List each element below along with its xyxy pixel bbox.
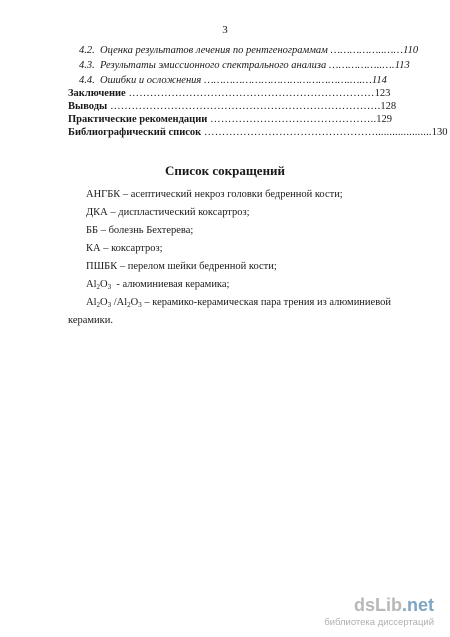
toc-entry-page: 113 bbox=[394, 60, 410, 71]
formula-subscript: 3 bbox=[107, 301, 112, 309]
toc-entry-title: Заключение bbox=[68, 88, 126, 99]
toc-leader-dots: ………………………………………….................... bbox=[201, 127, 432, 138]
formula-part: /Al bbox=[111, 297, 128, 308]
abbreviation-definition: – перелом шейки бедренной кости; bbox=[117, 261, 277, 272]
toc-entry-4-3[interactable] bbox=[79, 60, 410, 72]
watermark-brand-name: dsLib bbox=[353, 595, 402, 615]
abbreviation-item bbox=[86, 189, 343, 201]
page-number: 3 bbox=[222, 24, 228, 36]
toc-leader-dots: …………………………………………………………… bbox=[125, 88, 375, 99]
watermark-brand bbox=[354, 595, 434, 616]
formula-subscript: 2 bbox=[96, 283, 100, 291]
toc-entry-title: Оценка результатов лечения по рентгенограммам bbox=[100, 45, 328, 56]
abbreviation-item bbox=[86, 243, 163, 255]
formula-subscript: 3 bbox=[107, 283, 112, 291]
abbreviation-term bbox=[86, 279, 111, 290]
toc-entry-number: 4.4. bbox=[79, 75, 95, 86]
toc-entry-page: 130 bbox=[431, 127, 448, 138]
toc-entry-4-2[interactable] bbox=[79, 45, 418, 57]
toc-entry-number: 4.3. bbox=[79, 60, 95, 71]
abbreviations-heading: Список сокращений bbox=[164, 163, 286, 178]
abbreviation-term: ДКА bbox=[86, 207, 108, 218]
toc-entry-page: 114 bbox=[371, 75, 387, 86]
toc-entry-page: 110 bbox=[403, 45, 419, 56]
toc-entry-page: 128 bbox=[380, 101, 397, 112]
abbreviation-item bbox=[86, 261, 277, 273]
toc-leader-dots: ……………..…. bbox=[326, 60, 395, 71]
abbreviation-definition: – асептический некроз головки бедренной кости; bbox=[120, 189, 343, 200]
abbreviation-definition: – керамико-керамическая пара трения из алюминиевой bbox=[141, 297, 391, 308]
toc-entry-number: 4.2. bbox=[79, 45, 95, 56]
toc-entry-title: Библиографический список bbox=[68, 127, 202, 138]
formula-part: O bbox=[100, 297, 108, 308]
abbreviation-definition: - алюминиевая керамика; bbox=[111, 279, 230, 290]
watermark-brand-tld: .net bbox=[401, 595, 434, 615]
toc-entry-bibliography[interactable] bbox=[68, 127, 448, 139]
toc-leader-dots: …………………………………………………………………. bbox=[107, 101, 381, 112]
toc-entry-findings[interactable] bbox=[68, 101, 396, 113]
toc-leader-dots: ……………………………………….. bbox=[207, 114, 377, 125]
abbreviation-definition: – коксартроз; bbox=[100, 243, 163, 254]
abbreviation-definition: – диспластический коксартроз; bbox=[107, 207, 250, 218]
abbreviation-item bbox=[86, 297, 391, 309]
abbreviation-continuation: керамики. bbox=[68, 315, 114, 326]
toc-entry-page: 129 bbox=[376, 114, 393, 125]
abbreviation-item bbox=[86, 225, 193, 237]
abbreviation-term: ПШБК bbox=[86, 261, 118, 272]
toc-entry-4-4[interactable] bbox=[79, 75, 387, 87]
abbreviation-item bbox=[86, 279, 229, 291]
formula-subscript: 2 bbox=[127, 301, 131, 309]
toc-leader-dots: ……………………………………….….… bbox=[201, 75, 372, 86]
toc-entry-title: Выводы bbox=[68, 101, 108, 112]
toc-leader-dots: ……………..…… bbox=[327, 45, 404, 56]
toc-entry-title: Ошибки и осложнения bbox=[100, 75, 202, 86]
abbreviation-item bbox=[86, 207, 250, 219]
formula-part: Al bbox=[86, 279, 97, 290]
abbreviation-term: АНГБК bbox=[86, 189, 121, 200]
watermark-logo bbox=[326, 595, 436, 631]
formula-subscript: 3 bbox=[138, 301, 142, 309]
abbreviation-term: КА bbox=[86, 243, 101, 254]
watermark-tagline: библиотека диссертаций bbox=[324, 617, 434, 628]
formula-part: O bbox=[100, 279, 108, 290]
toc-entry-title: Результаты эмиссионного спектрального анализа bbox=[100, 60, 327, 71]
abbreviation-definition: – болезнь Бехтерева; bbox=[98, 225, 194, 236]
formula-subscript: 2 bbox=[96, 301, 100, 309]
toc-entry-recommendations[interactable] bbox=[68, 114, 392, 126]
formula-part: Al bbox=[86, 297, 97, 308]
formula-part: O bbox=[130, 297, 139, 308]
toc-entry-conclusion[interactable] bbox=[68, 88, 390, 100]
toc-entry-title: Практические рекомендации bbox=[68, 114, 208, 125]
abbreviation-term bbox=[86, 297, 142, 308]
abbreviation-term: ББ bbox=[86, 225, 99, 236]
toc-entry-page: 123 bbox=[374, 88, 391, 99]
